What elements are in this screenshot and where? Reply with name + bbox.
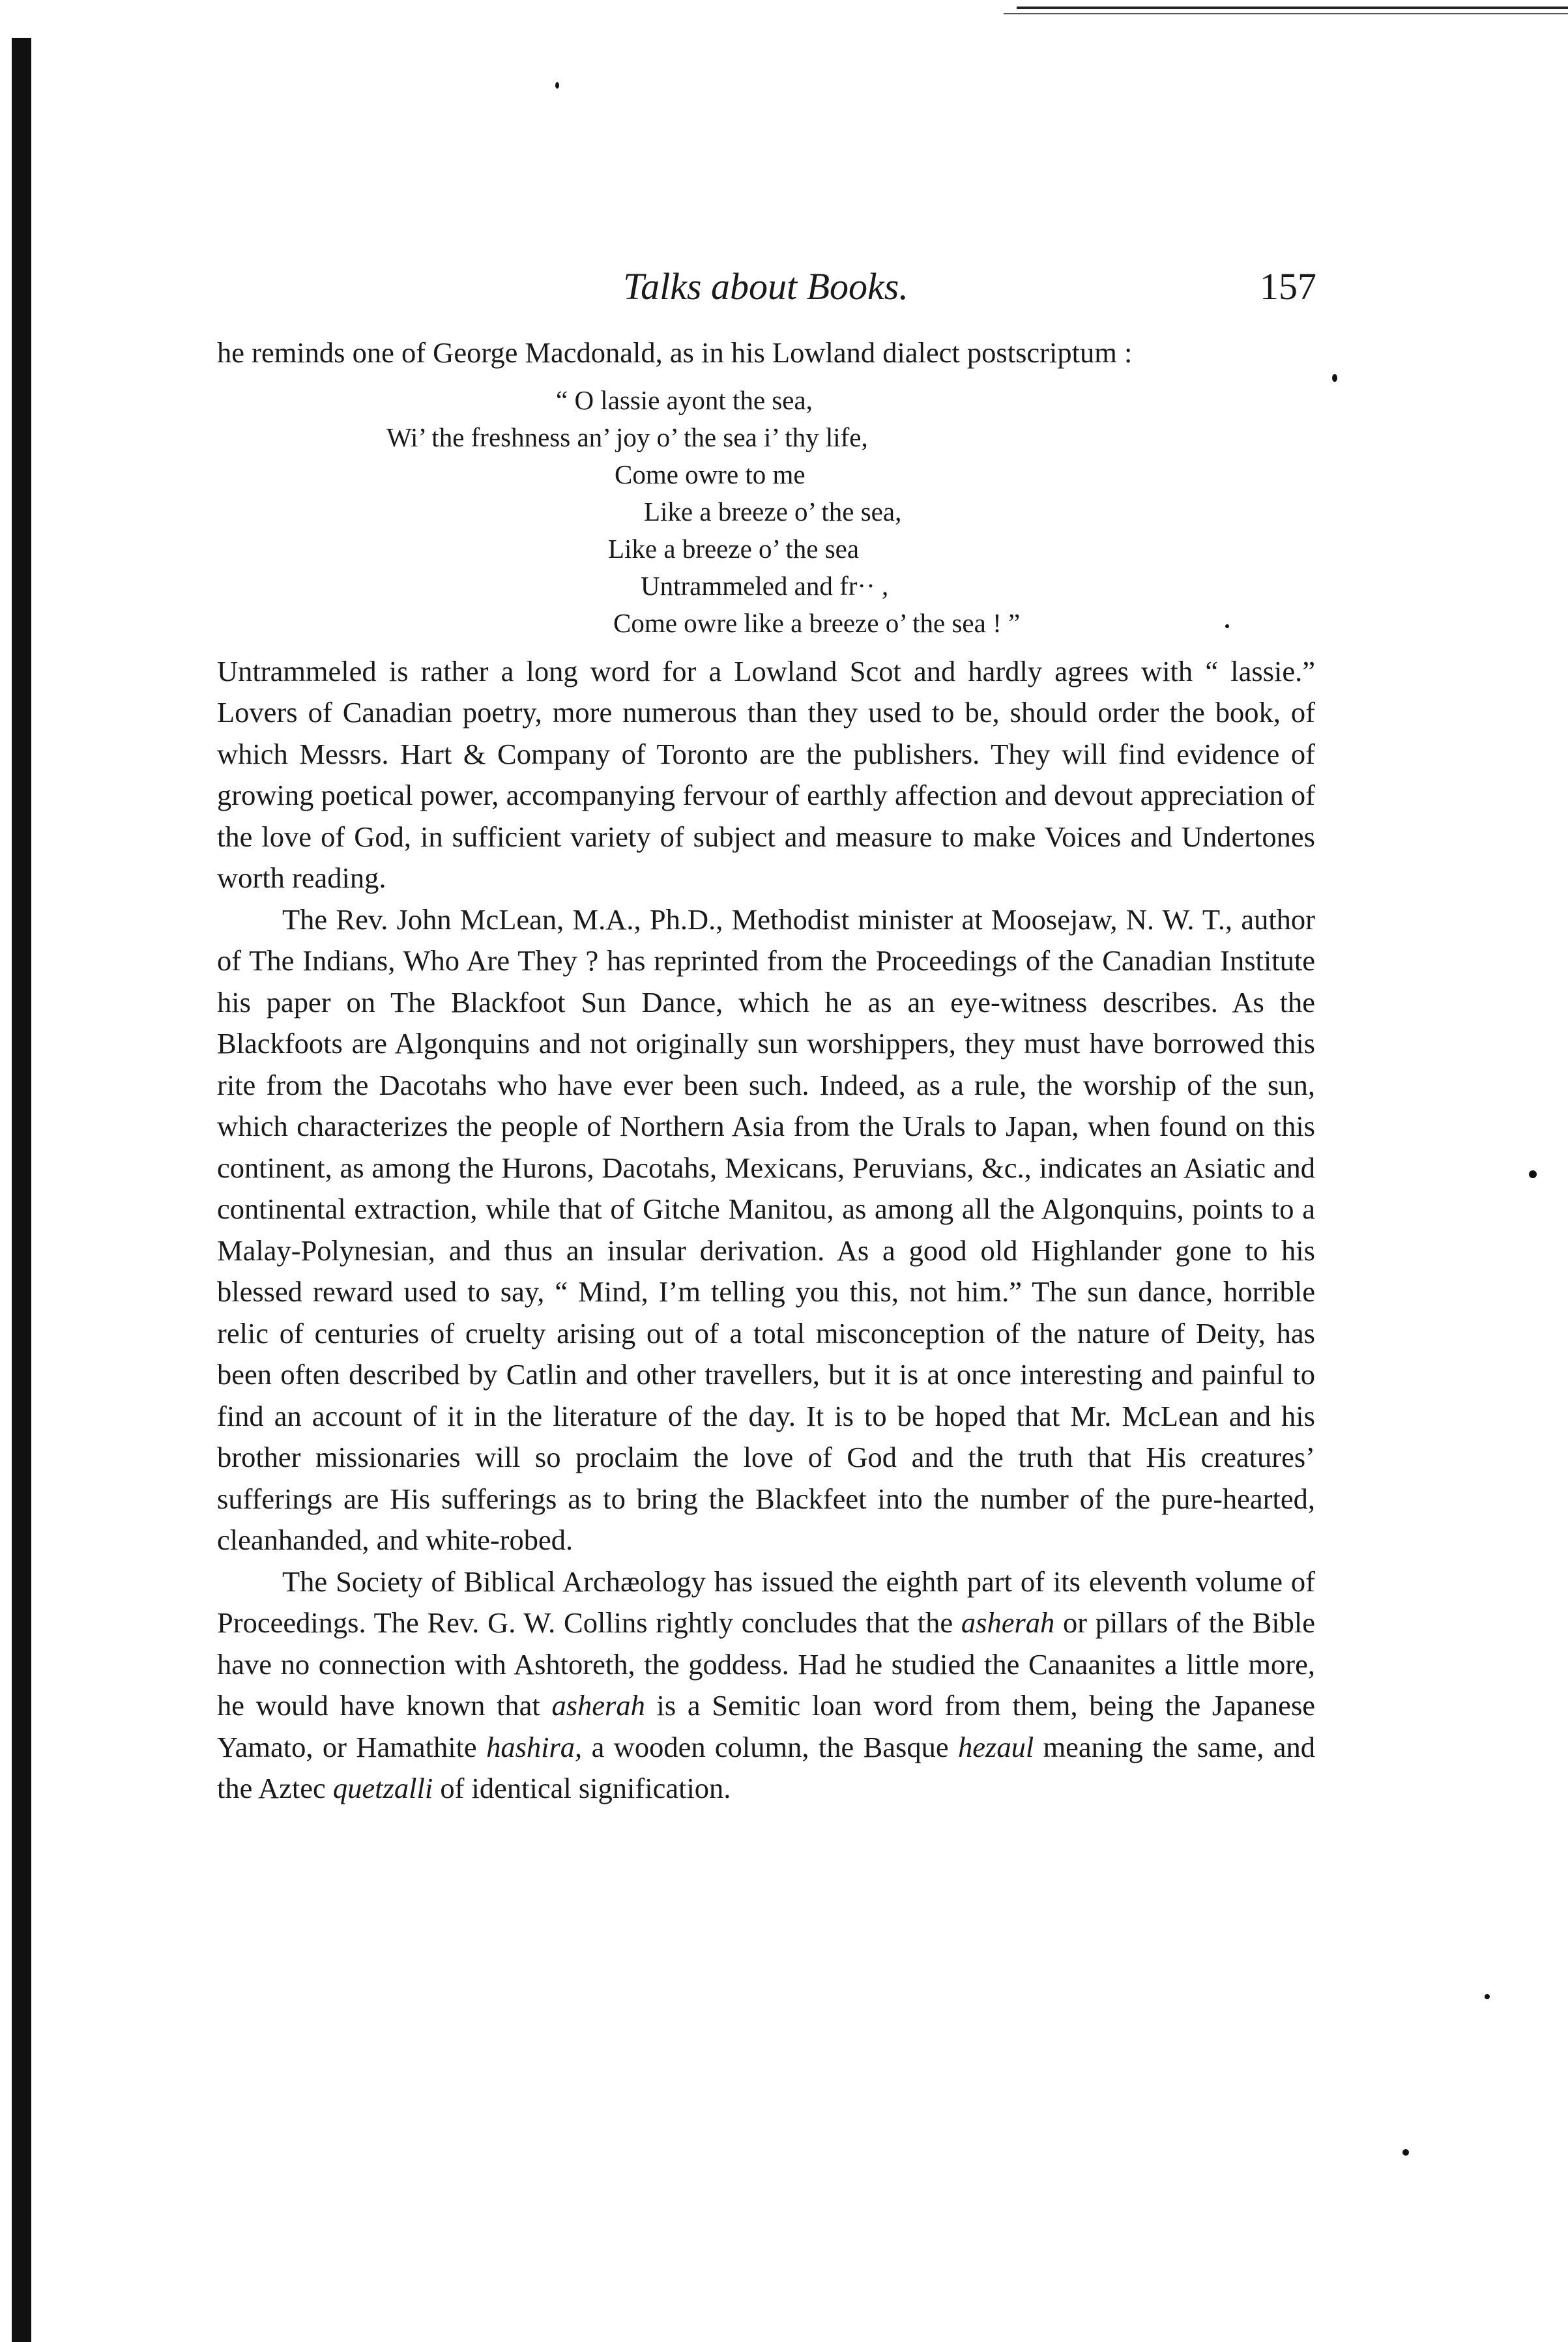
running-head [215,261,1316,313]
poem-line: “ O lassie ayont the sea, [556,384,813,415]
top-scan-rule [1017,7,1568,9]
scan-speck [1332,374,1337,382]
page-edge-shadow [12,38,31,2342]
poem-line: Come owre like a breeze o’ the sea ! ” [613,607,1021,638]
poem-line: Like a breeze o’ the sea [608,533,860,564]
italic-term: hashira, [486,1730,583,1763]
poem-line: Wi’ the freshness an’ joy o’ the sea i’ thy life, [386,422,868,452]
intro-paragraph: he reminds one of George Macdonald, as in his Lowland dialect postscriptum : [217,336,1133,369]
poem-block [217,382,1315,642]
text-run: or pillars of the Bible have no connection with Ashtoreth, the goddess. Had he studied the Canaanites a little more, he would have known that [217,1606,1316,1722]
top-scan-rule-thin [1004,13,1568,14]
text-run: is a Semitic loan word from them, being the Japanese Yamato, or Hamathite [217,1689,1316,1763]
italic-term: hezaul [958,1730,1034,1763]
poem-line: Come owre to me [615,459,806,489]
page-number: 157 [1260,265,1316,308]
page-body [217,332,1315,1810]
paragraph-voices-and-undertones: Untrammeled is rather a long word for a Lowland Scot and hardly agrees with “ lassie.” Lovers of Canadian poetry, more numerous than they used to be, should order the book, of which Messrs. Hart & Company of Toronto are the publishers. They will find evidence of growing poetical power, accompanying fervour of earthly affection and devout appreciation of the love of God, in sufficient variety of subject and measure to make Voices and Undertones worth reading. [217,654,1315,894]
text-run: meaning the same, and the Aztec [217,1730,1316,1804]
italic-term: quetzalli [332,1772,433,1804]
scan-speck [1402,2149,1409,2156]
poem-line: Like a breeze o’ the sea, [644,496,902,527]
text-run: of identical signification. [440,1772,731,1804]
scan-speck [1485,1994,1490,1999]
italic-term: asherah [961,1606,1055,1639]
scan-speck [555,82,559,89]
paragraph-blackfoot-sun-dance: The Rev. John McLean, M.A., Ph.D., Methodist minister at Moosejaw, N. W. T., author of The Indians, Who Are They ? has reprinted from the Proceedings of the Canadian Institute his paper on The Blackfoot Sun Dance, which he as an eye-witness describes. As the Blackfoots are Algonquins and not originally sun worshippers, they must have borrowed this rite from the Dacotahs who have ever been such. Indeed, as a rule, the worship of the sun, which characterizes the people of Northern Asia from the Urals to Japan, when found on this continent, as among the Hurons, Dacotahs, Mexicans, Peruvians, &c., indicates an Asiatic and continental extraction, while that of Gitche Manitou, as among all the Algonquins, points to a Malay-Polynesian, and thus an insular derivation. As a good old Highlander gone to his blessed reward used to say, “ Mind, I’m telling you this, not him.” The sun dance, horrible relic of centuries of cruelty arising out of a total misconception of the nature of Deity, has been often described by Catlin and other travellers, but it is at once interesting and painful to find an account of it in the literature of the day. It is to be hoped that Mr. McLean and his brother missionaries will so proclaim the love of God and the truth that His creatures’ sufferings are His sufferings as to bring the Blackfeet into the number of the pure-hearted, cleanhanded, and white-robed. [217,903,1315,1556]
text-run: The Society of Biblical Archæology has issued the eighth part of its eleventh volume of Proceedings. The Rev. G. W. Collins rightly concludes that the [217,1565,1315,1639]
scan-speck [1529,1170,1537,1178]
italic-term: asherah [551,1689,645,1722]
text-run: a wooden column, the Basque [591,1730,949,1763]
running-title: Talks about Books. [623,265,908,308]
paragraph-biblical-archaeology [217,1561,1315,1810]
poem-line: Untrammeled and fr·· , [641,570,889,601]
